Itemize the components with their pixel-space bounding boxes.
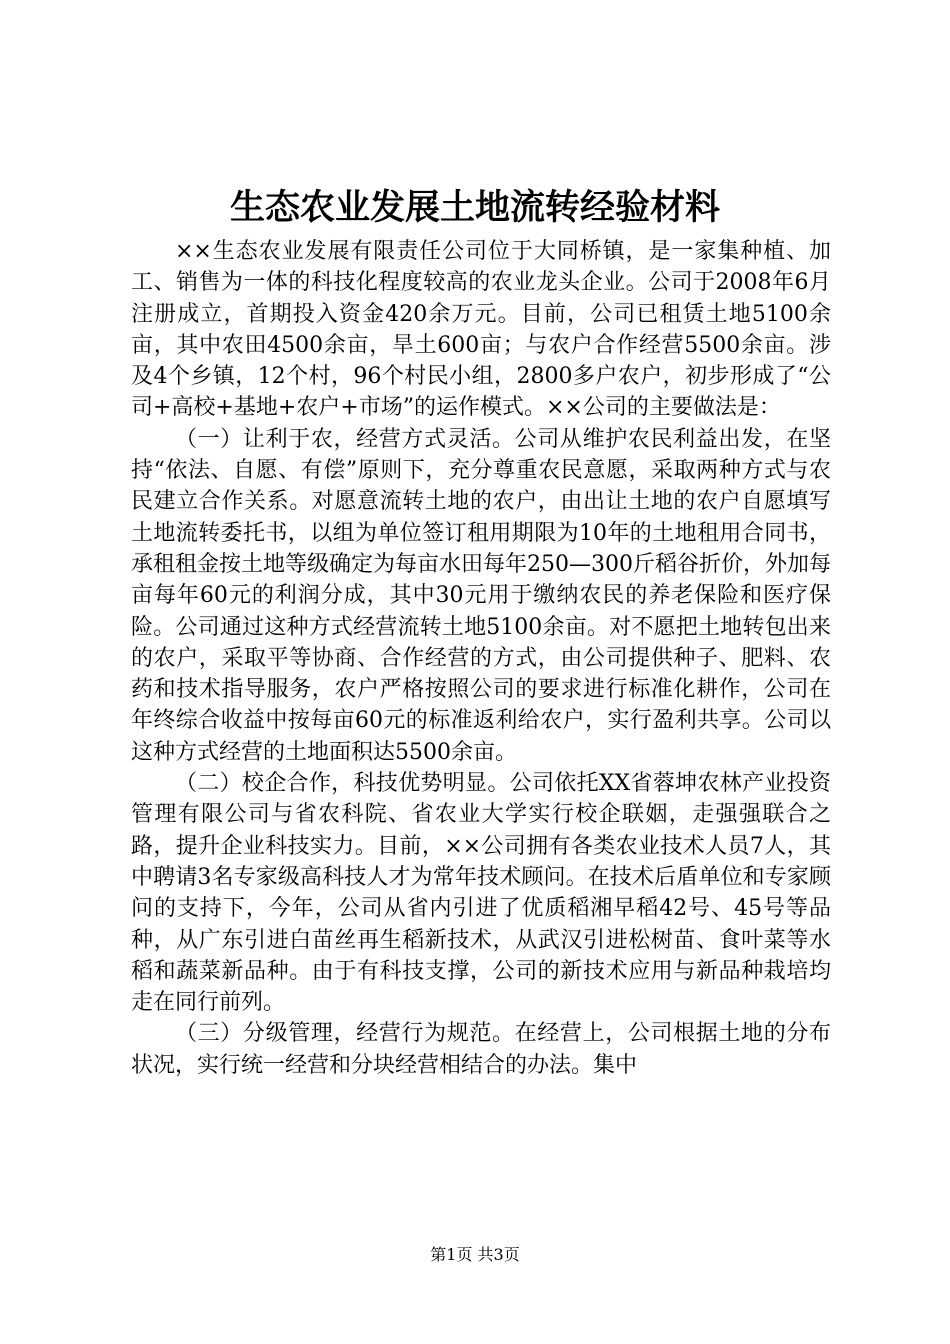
paragraph-intro: ××生态农业发展有限责任公司位于大同桥镇，是一家集种植、加工、销售为一体的科技化程度较高的农业龙头企业。公司于2008年6月注册成立，首期投入资金420余万元。目前，公司已租赁土地5100余亩，其中农田4500余亩，旱土600亩；与农户合作经营5500余亩。涉及4个乡镇，12个村，96个村民小组，2800多户农户，初步形成了“公司+高校+基地+农户+市场”的运作模式。××公司的主要做法是： <box>131 239 831 421</box>
paragraph-section-1: （一）让利于农，经营方式灵活。公司从维护农民利益出发，在坚持“依法、自愿、有偿”原则下，充分尊重农民意愿，采取两种方式与农民建立合作关系。对愿意流转土地的农户，由出让土地的农户自愿填写土地流转委托书，以组为单位签订租用期限为10年的土地租用合同书，承租租金按土地等级确定为每亩水田每年250—300斤稻谷折价，外加每亩每年60元的利润分成，其中30元用于缴纳农民的养老保险和医疗保险。公司通过这种方式经营流转土地5100余亩。对不愿把土地转包出来的农户，采取平等协商、合作经营的方式，由公司提供种子、肥料、农药和技术指导服务，农户严格按照公司的要求进行标准化耕作，公司在年终综合收益中按每亩60元的标准返利给农户，实行盈利共享。公司以这种方式经营的土地面积达5500余亩。 <box>131 426 831 765</box>
page-footer: 第1页 共3页 <box>430 1245 520 1264</box>
document-title: 生态农业发展土地流转经验材料 <box>229 187 720 228</box>
paragraph-section-3: （三）分级管理，经营行为规范。在经营上，公司根据土地的分布状况，实行统一经营和分块经营相结合的办法。集中 <box>131 1021 831 1078</box>
document-body <box>131 236 831 1081</box>
paragraph-section-2: （二）校企合作，科技优势明显。公司依托XX省蓉坤农林产业投资管理有限公司与省农科院、省农业大学实行校企联姻，走强强联合之路，提升企业科技实力。目前，××公司拥有各类农业技术人员7人，其中聘请3名专家级高科技人才为常年技术顾问。在技术后盾单位和专家顾问的支持下，今年，公司从省内引进了优质稻湘早稻42号、45号等品种，从广东引进白苗丝再生稻新技术，从武汉引进松树苗、食叶菜等水稻和蔬菜新品种。由于有科技支撑，公司的新技术应用与新品种栽培均走在同行前列。 <box>131 771 831 1016</box>
